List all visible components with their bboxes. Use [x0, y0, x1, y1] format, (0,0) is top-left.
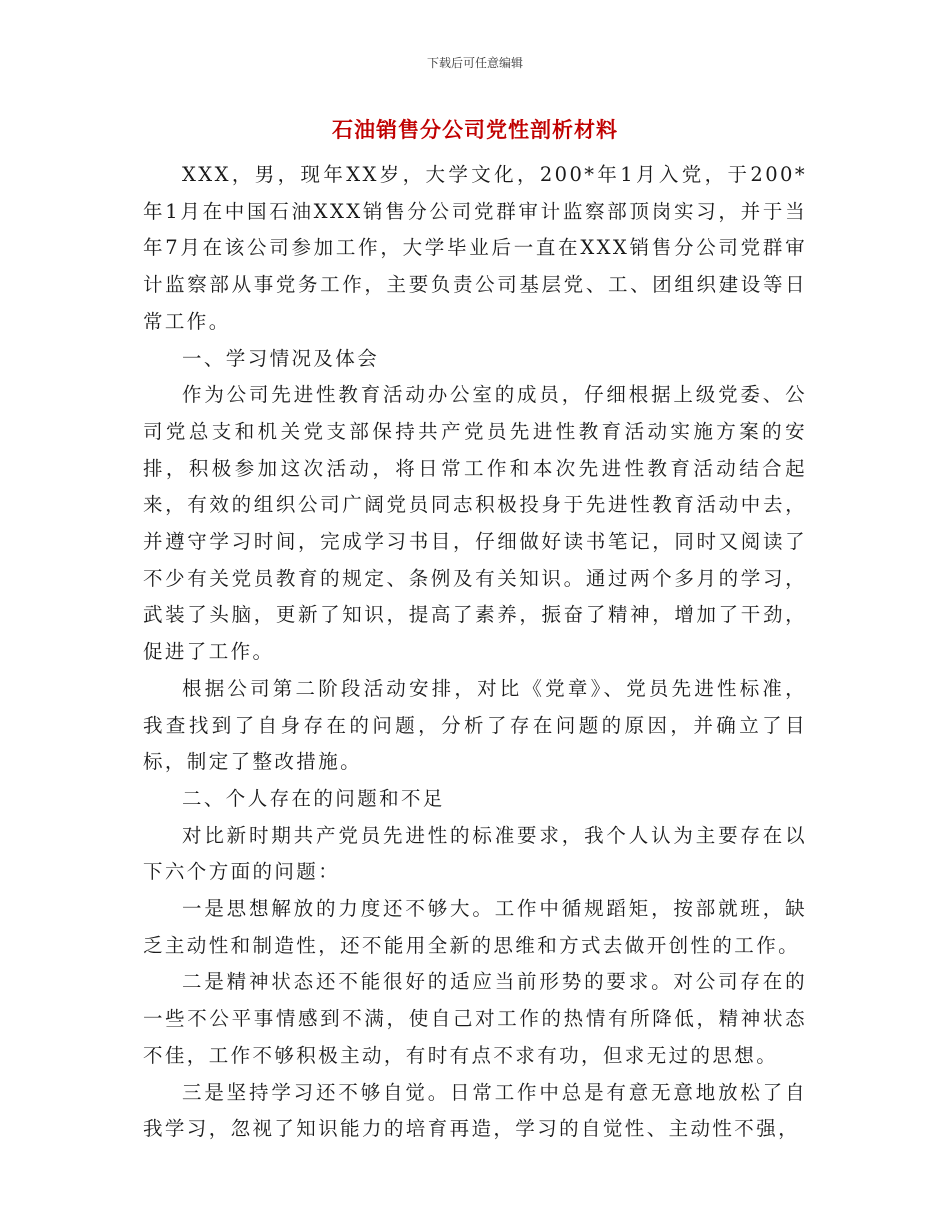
paragraph-problem-finding: 根据公司第二阶段活动安排，对比《党章》、党员先进性标准，我查找到了自身存在的问题，分析了存在问题的原因，并确立了目标，制定了整改措施。: [143, 676, 807, 774]
paragraph-problems-intro: 对比新时期共产党员先进性的标准要求，我个人认为主要存在以下六个方面的问题：: [143, 823, 807, 884]
section-heading-study: 一、学习情况及体会: [182, 346, 380, 370]
document-body: [143, 157, 807, 1148]
section-heading-problems: 二、个人存在的问题和不足: [182, 786, 445, 810]
paragraph-problem-two: 二是精神状态还不能很好的适应当前形势的要求。对公司存在的一些不公平事情感到不满，使自己对工作的热情有所降低，精神状态不佳，工作不够积极主动，有时有点不求有功，但求无过的思想。: [143, 970, 807, 1067]
paragraph-problem-one: 一是思想解放的力度还不够大。工作中循规蹈矩，按部就班，缺乏主动性和制造性，还不能用全新的思维和方式去做开创性的工作。: [143, 897, 807, 957]
paragraph-study-details: 作为公司先进性教育活动办公室的成员，仔细根据上级党委、公司党总支和机关党支部保持共产党员先进性教育活动实施方案的安排，积极参加这次活动，将日常工作和本次先进性教育活动结合起来，有效的组织公司广阔党员同志积极投身于先进性教育活动中去，并遵守学习时间，完成学习书目，仔细做好读书笔记，同时又阅读了不少有关党员教育的规定、条例及有关知识。通过两个多月的学习，武装了头脑，更新了知识，提高了素养，振奋了精神，增加了干劲，促进了工作。: [143, 383, 807, 664]
paragraph-personal-profile: XXX，男，现年XX岁，大学文化，200*年1月入党，于200*年1月在中国石油XXX销售分公司党群审计监察部顶岗实习，并于当年7月在该公司参加工作，大学毕业后一直在XXX销售分公司党群审计监察部从事党务工作，主要负责公司基层党、工、团组织建设等日常工作。: [143, 163, 807, 333]
paragraph-problem-three: 三是坚持学习还不够自觉。日常工作中总是有意无意地放松了自我学习，忽视了知识能力的培育再造，学习的自觉性、主动性不强，: [143, 1080, 807, 1141]
header-note: 下载后可任意编辑: [426, 56, 523, 70]
document-title: 石油销售分公司党性剖析材料: [332, 118, 618, 142]
